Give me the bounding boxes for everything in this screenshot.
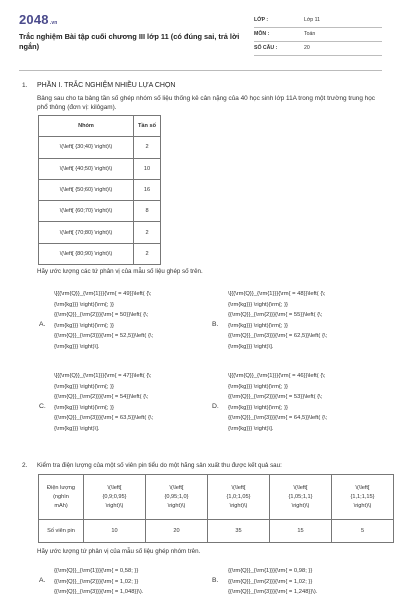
table-cell: \(\left[ {0,95;1,0} \right)\) xyxy=(146,475,208,520)
question-prompt: Hãy ước lượng các tứ phân vị của mẫu số liệu ghép số trên. xyxy=(37,268,203,275)
table-row xyxy=(39,520,394,543)
question-prompt: Hãy ước lượng tứ phân vị của mẫu số liệu ghép nhóm trên. xyxy=(37,548,201,555)
table-cell: 15 xyxy=(270,520,332,543)
option-c[interactable]: \[{{\rm{Q}}_{\rm{1}}}{\rm{ = 47}}\left( {\; {\rm{kg}}} \right){\rm{; }} {{\rm{Q}}_{\rm{2}}}{\rm{ = 54}}\left( {\; {\rm{kg}}} \right){\rm{; }} {{\rm{Q}}_{\rm{3}}}{\rm{ = 63,5}}\left( {\; {\rm{kg}}} \right)\]. xyxy=(54,373,154,432)
table-cell: 2 xyxy=(134,137,161,158)
table-cell: 2 xyxy=(134,243,161,264)
battery-table xyxy=(38,474,394,543)
question-number: 1. xyxy=(22,82,28,89)
meta-info xyxy=(254,14,382,56)
table-cell: \(\left[ {1,1;1,15} \right)\) xyxy=(332,475,394,520)
option-a[interactable]: \[{{\rm{Q}}_{\rm{1}}}{\rm{ = 49}}\left( {\; {\rm{kg}}} \right){\rm{; }} {{\rm{Q}}_{\rm{2}}}{\rm{ = 50}}\left( {\; {\rm{kg}}} \right){\rm{; }} {{\rm{Q}}_{\rm{3}}}{\rm{ = 52,5}}\left( {\; {\rm{kg}}} \right)\]. xyxy=(54,291,154,350)
table-row xyxy=(39,179,161,200)
document-header xyxy=(19,12,382,64)
frequency-table xyxy=(38,115,161,265)
table-cell: 20 xyxy=(146,520,208,543)
table-cell: 10 xyxy=(134,158,161,179)
table-header-cell: Nhóm xyxy=(39,116,134,137)
table-row xyxy=(39,137,161,158)
table-cell: \(\left[ {30;40} \right)\) xyxy=(39,137,134,158)
section-title: PHẦN I. TRẮC NGHIỆM NHIỀU LỰA CHỌN xyxy=(37,82,176,89)
question-number: 2. xyxy=(22,462,28,469)
table-cell: \(\left[ {80;90} \right)\) xyxy=(39,243,134,264)
meta-row-class xyxy=(254,14,382,28)
table-cell: \(\left[ {50;60} \right)\) xyxy=(39,179,134,200)
table-cell: \(\left[ {1,05;1,1} \right)\) xyxy=(270,475,332,520)
table-row xyxy=(39,158,161,179)
page-title: Trắc nghiệm Bài tập cuối chương III lớp 11 (có đúng sai, trả lời ngắn) xyxy=(19,32,240,51)
table-cell: \(\left[ {40;50} \right)\) xyxy=(39,158,134,179)
option-d[interactable]: \[{{\rm{Q}}_{\rm{1}}}{\rm{ = 46}}\left( {\; {\rm{kg}}} \right){\rm{; }} {{\rm{Q}}_{\rm{2}}}{\rm{ = 53}}\left( {\; {\rm{kg}}} \right){\rm{; }} {{\rm{Q}}_{\rm{3}}}{\rm{ = 64,5}}\left( {\; {\rm{kg}}} \right)\]. xyxy=(228,373,328,432)
header-divider xyxy=(19,70,382,71)
option-b[interactable]: {{\rm{Q}}_{\rm{1}}}{\rm{ = 0,98; }} {{\rm{Q}}_{\rm{2}}}{\rm{ = 1,02; }} {{\rm{Q}}_{\rm{3}}}{\rm{ = 1,248}}\). xyxy=(228,568,318,595)
table-cell: 35 xyxy=(208,520,270,543)
table-header-cell: Điện lượng (nghìn mAh) xyxy=(39,475,84,520)
meta-row-count xyxy=(254,42,382,56)
table-header-cell: Tần số xyxy=(134,116,161,137)
table-header-row xyxy=(39,116,161,137)
table-row xyxy=(39,243,161,264)
table-row xyxy=(39,222,161,243)
option-letter-b[interactable]: B. xyxy=(212,321,219,328)
table-cell: \(\left[ {60;70} \right)\) xyxy=(39,201,134,222)
meta-label: LỚP : xyxy=(254,17,269,23)
meta-value: Lớp 11 xyxy=(304,17,320,23)
meta-label: MÔN : xyxy=(254,31,270,37)
table-header-cell: Số viên pin xyxy=(39,520,84,543)
question-text: Kiểm tra điện lượng của một số viên pin tiểu do một hãng sản xuất thu được kết quả sau: xyxy=(37,462,282,469)
site-logo[interactable]: 2048.vn xyxy=(19,12,58,27)
option-letter-a[interactable]: A. xyxy=(39,321,46,328)
table-cell: 8 xyxy=(134,201,161,222)
table-cell: 10 xyxy=(84,520,146,543)
option-letter-a[interactable]: A. xyxy=(39,577,46,584)
meta-value: 20 xyxy=(304,45,310,51)
table-cell: 5 xyxy=(332,520,394,543)
option-b[interactable]: \[{{\rm{Q}}_{\rm{1}}}{\rm{ = 48}}\left( {\; {\rm{kg}}} \right){\rm{; }} {{\rm{Q}}_{\rm{2}}}{\rm{ = 55}}\left( {\; {\rm{kg}}} \right){\rm{; }} {{\rm{Q}}_{\rm{3}}}{\rm{ = 62,5}}\left( {\; {\rm{kg}}} \right)\]. xyxy=(228,291,328,350)
meta-value: Toán xyxy=(304,31,316,37)
question-text: Bảng sau cho ta bảng tần số ghép nhóm số liệu thống kê cân nặng của 40 học sinh lớp 11A trong một trường trung học phổ thông (đơn vị: kilôgam). xyxy=(37,95,375,111)
meta-label: SỐ CÂU : xyxy=(254,45,278,51)
table-cell: \(\left[ {70;80} \right)\) xyxy=(39,222,134,243)
table-cell: \(\left[ {0,9;0,95} \right)\) xyxy=(84,475,146,520)
table-row xyxy=(39,201,161,222)
table-cell: 16 xyxy=(134,179,161,200)
option-letter-d[interactable]: D. xyxy=(212,403,219,410)
table-cell: \(\left[ {1,0;1,05} \right)\) xyxy=(208,475,270,520)
option-letter-b[interactable]: B. xyxy=(212,577,219,584)
meta-row-subject xyxy=(254,28,382,42)
option-letter-c[interactable]: C. xyxy=(39,403,46,410)
option-a[interactable]: {{\rm{Q}}_{\rm{1}}}{\rm{ = 0,58; }} {{\rm{Q}}_{\rm{2}}}{\rm{ = 1,02; }} {{\rm{Q}}_{\rm{3}}}{\rm{ = 1,048}}\). xyxy=(54,568,144,595)
table-row xyxy=(39,475,394,520)
table-cell: 2 xyxy=(134,222,161,243)
